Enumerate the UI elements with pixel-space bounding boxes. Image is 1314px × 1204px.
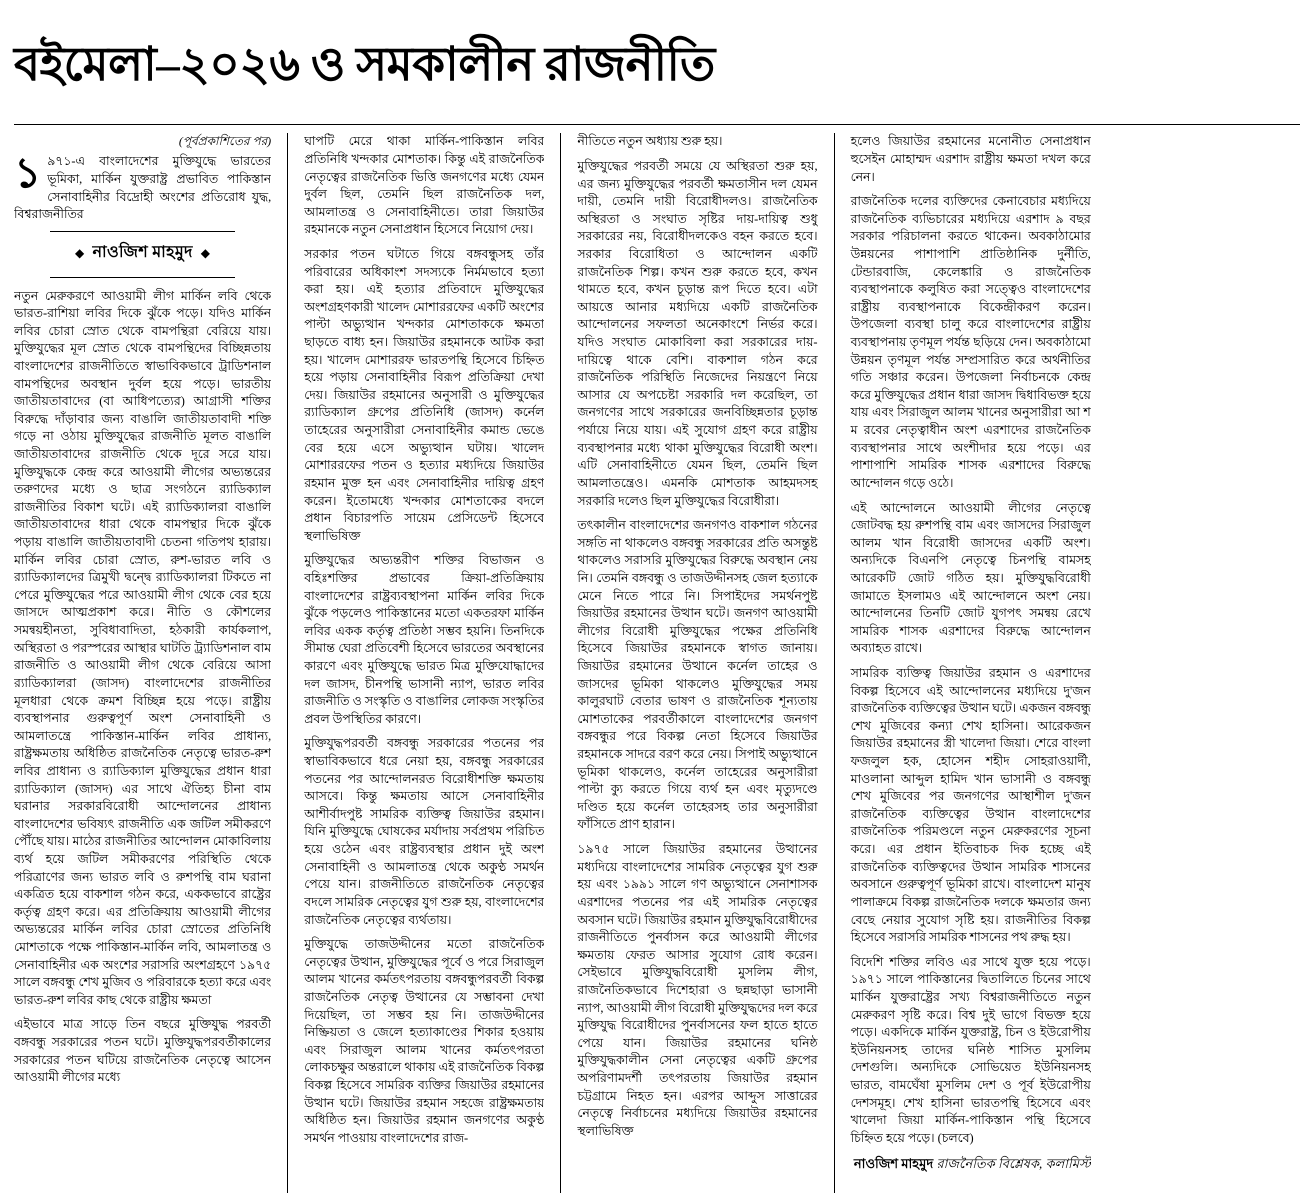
article-column-1 xyxy=(14,133,271,1193)
paragraph: মুক্তিযুদ্ধের অভ্যন্তরীণ শক্তির বিভাজন ও বহিঃশক্তির প্রভাবের ক্রিয়া-প্রতিক্রিয়ায় বাংলাদেশের রাষ্ট্রব্যবস্থাপনা মার্কিন লবির দিকে ঝুঁকে পড়লেও পাকিস্তানের মতো একতরফা মার্কিন লবির একক কর্তৃত্ব প্রতিষ্ঠা সম্ভব হয়নি। তিনদিকে সীমান্ত ঘেরা প্রতিবেশী হিসেবে ভারতের অবস্থানের কারণে এবং মুক্তিযুদ্ধে ভারত মিত্র মুক্তিযোদ্ধাদের দল জাসদ, চীনপন্থি ভাসানী ন্যাপ, ভারত লবির রাজনীতি ও সংস্কৃতি ও বাঙালির লোকজ সংস্কৃতির প্রবল উপস্থিতির কারণে। xyxy=(304,553,545,726)
paragraph: সরকার পতন ঘটাতে গিয়ে বঙ্গবন্ধুসহ তাঁর পরিবারের অধিকাংশ সদস্যকে নির্মমভাবে হত্যা করা হয়। এই হত্যার প্রতিবাদে মুক্তিযুদ্ধের অংশগ্রহণকারী খালেদ মোশাররফের একটি অংশের পাল্টা অভ্যুত্থান খন্দকার মোশতাককে ক্ষমতা ছাড়তে বাধ্য হন। জিয়াউর রহমানকে আটক করা হয়। খালেদ মোশাররফ ভারতপন্থি হিসেবে চিহ্নিত হয়ে পড়ায় সেনাবাহিনীর বিরূপ প্রতিক্রিয়া দেখা দেয়। জিয়াউর রহমানের অনুসারী ও মুক্তিযুদ্ধের র‍্যাডিক্যাল গ্রুপের প্রতিনিধি (জাসদ) কর্নেল তাহেরের অনুসারীরা সেনাবাহিনীর কমান্ড ভেঙে বের হয়ে এসে অভ্যুত্থান ঘটায়। খালেদ মোশাররফের পতন ও হত্যার মধ্যদিয়ে জিয়াউর রহমান মুক্ত হন এবং সেনাবাহিনীর দায়িত্ব গ্রহণ করেন। ইতোমধ্যে খন্দকার মোশতাকের বদলে প্রধান বিচারপতি সায়েম প্রেসিডেন্ট হিসেবে স্থলাভিষিক্ত xyxy=(304,246,545,543)
page-title: বইমেলা–২০২৬ ও সমকালীন রাজনীতি xyxy=(14,39,715,92)
article-column-3 xyxy=(560,133,817,1193)
article-column-2 xyxy=(287,133,544,1193)
author-credit xyxy=(851,1155,1091,1173)
author-name: নাওজিশ মাহমুদ xyxy=(853,1156,934,1172)
drop-cap: ১ xyxy=(14,151,42,198)
paragraph: মুক্তিযুদ্ধে তাজউদ্দীনের মতো রাজনৈতিক নেতৃত্বের উত্থান, মুক্তিযুদ্ধের পূর্বে ও পরে সিরাজুল আলম খানের কর্মতৎপরতায় বঙ্গবন্ধুপরবর্তী বিকল্প রাজনৈতিক নেতৃত্ব উত্থানের যে সম্ভাবনা দেখা দিয়েছিল, তা সম্ভব হয় নি। তাজউদ্দীনের নিষ্ক্রিয়তা ও জেলে হত্যাকাণ্ডের শিকার হওয়ায় এবং সিরাজুল আলম খানের কর্মতৎপরতা লোকচক্ষুর অন্তরালে থাকায় এই রাজনৈতিক বিকল্প বিকল্প হিসেবে সামরিক ব্যক্তির জিয়াউর রহমানের উত্থান ঘটে। জিয়াউর রহমান সহজে রাষ্ট্রক্ষমতায় অধিষ্ঠিত হন। জিয়াউর রহমান জনগণের অকুণ্ঠ সমর্থন পাওয়ায় বাংলাদেশের রাজ- xyxy=(304,937,545,1145)
paragraph: সামরিক ব্যক্তিত্ব জিয়াউর রহমান ও এরশাদের বিকল্প হিসেবে এই আন্দোলনের মধ্যদিয়ে দু'জন রাজনৈতিক ব্যক্তিত্বের উত্থান ঘটে। একজন বঙ্গবন্ধু শেখ মুজিবের কন্যা শেখ হাসিনা। আরেকজন জিয়াউর রহমানের স্ত্রী খালেদা জিয়া। শেরে বাংলা ফজলুল হক, হোসেন শহীদ সোহরাওয়ার্দী, মাওলানা আব্দুল হামিদ খান ভাসানী ও বঙ্গবন্ধু শেখ মুজিবের পর জনগণের আস্থাশীল দু'জন রাজনৈতিক ব্যক্তিত্বের উত্থান বাংলাদেশের রাজনৈতিক পরিমণ্ডলে নতুন মেরুকরণের সূচনা করে। এর প্রধান ইতিবাচক দিক হচ্ছে এই রাজনৈতিক ব্যক্তিত্বদের উত্থান সামরিক শাসনের অবসানে গুরুত্বপূর্ণ ভূমিকা রাখে। বাংলাদেশ মানুষ পালাক্রমে বিকল্প রাজনৈতিক দলকে ক্ষমতার জন্য বেছে নেয়ার সুযোগ সৃষ্টি হয়। রাজনীতির বিকল্প হিসেবে সরাসরি সামরিক শাসনের পথ রুদ্ধ হয়। xyxy=(850,665,1091,945)
paragraph: ঘাপটি মেরে থাকা মার্কিন-পাকিস্তান লবির প্রতিনিধি খন্দকার মোশতাক। কিন্তু এই রাজনৈতিক নেতৃত্বের রাজনৈতিক ভিত্তি জনগণের মধ্যে যেমন দুর্বল ছিল, তেমনি ছিল রাজনৈতিক দল, আমলাতন্ত্র ও সেনাবাহিনীতে। তারা জিয়াউর রহমানকে নতুন সেনাপ্রধান হিসেবে নিয়োগ দেয়। xyxy=(304,134,545,237)
paragraph: মুক্তিযুদ্ধপরবর্তী বঙ্গবন্ধু সরকারের পতনের পর স্বাভাবিকভাবে ধরে নেয়া হয়, বঙ্গবন্ধু সরকারের পতনের পর আন্দোলনরত বিরোধীশক্তি ক্ষমতায় আসবে। কিন্তু ক্ষমতায় আসে সেনাবাহিনীর আশীর্বাদপুষ্ট সামরিক ব্যক্তিত্ব জিয়াউর রহমান। যিনি মুক্তিযুদ্ধে ঘোষকের মর্যাদায় সর্বপ্রথম পরিচিত হয়ে ওঠেন এবং রাষ্ট্রব্যবস্থার প্রধান দুই অংশ সেনাবাহিনী ও আমলাতন্ত্র থেকে অকুণ্ঠ সমর্থন পেয়ে যান। রাজনীতিতে রাজনৈতিক নেতৃত্বের বদলে সামরিক নেতৃত্বের যুগ শুরু হয়, বাংলাদেশের রাজনৈতিক নেতৃত্বের ব্যর্থতায়। xyxy=(304,736,545,927)
paragraph: রাজনৈতিক দলের ব্যক্তিদের কেনাবেচার মধ্যদিয়ে রাজনৈতিক ব্যভিচারের মধ্যদিয়ে এরশাদ ৯ বছর সরকার পরিচালনা করতে থাকেন। অবকাঠামোর উন্নয়নের পাশাপাশি প্রাতিষ্ঠানিক দুর্নীতি, টেন্ডারবাজি, কেলেঙ্কারি ও রাজনৈতিক ব্যবস্থাপনাকে কলুষিত করা সত্ত্বেও বাংলাদেশের রাষ্ট্রীয় ব্যবস্থাপনাকে বিকেন্দ্রীকরণ করেন। উপজেলা ব্যবস্থা চালু করে বাংলাদেশের রাষ্ট্রীয় ব্যবস্থাপনায় তৃণমূল পর্যন্ত ছড়িয়ে দেন। অবকাঠামো উন্নয়ন তৃণমূল পর্যন্ত সম্প্রসারিত করে অর্থনীতির গতি সঞ্চার করেন। উপজেলা নির্বাচনকে কেন্দ্র করে মুক্তিযুদ্ধের প্রধান ধারা জাসদ দ্বিধাবিভক্ত হয়ে যায় এবং সিরাজুল আলম খানের অনুসারীরা আ শ ম রবের নেতৃত্বাধীন অংশ এরশাদের রাজনৈতিক ব্যবস্থাপনার সাথে অংশীদার হয়ে পড়ে। এর পাশাপাশি সামরিক শাসক এরশাদের বিরুদ্ধে আন্দোলন গড়ে ওঠে। xyxy=(850,194,1091,490)
byline-rule-bottom xyxy=(50,277,235,278)
lead-paragraph xyxy=(14,153,271,223)
paragraph: নতুন মেরুকরণে আওয়ামী লীগ মার্কিন লবি থেকে ভারত-রাশিয়া লবির দিকে ঝুঁকে পড়ে। যদিও মার্কিন লবির চোরা স্রোত থেকে বামপন্থিরা বেরিয়ে যায়। মুক্তিযুদ্ধের মূল স্রোত থেকে বামপন্থিদের বিচ্ছিন্নতায় বাংলাদেশের রাজনীতিতে স্বাভাবিকভাবে ট্রাডিশনাল বামপন্থিদের অবস্থান দুর্বল হয়ে পড়ে। ভারতীয় জাতীয়তাবাদের (বা আধিপত্যের) আগ্রাসী শক্তির বিরুদ্ধে দাঁড়াবার জন্য বাঙালি জাতীয়তাবাদী শক্তি গড়ে না ওঠায় মুক্তিযুদ্ধের রাজনীতি মূলত বাঙালি জাতীয়তাবাদের রাজনীতি থেকে দূরে সরে যায়। মুক্তিযুদ্ধকে কেন্দ্র করে আওয়ামী লীগের অভ্যন্তরের তরুণদের মধ্যে ও ছাত্র সংগঠনে র‍্যাডিক্যাল রাজনীতির বিকাশ ঘটে। এই র‍্যাডিক্যালরা বাঙালি জাতীয়তাবাদের ধারা থেকে বামপন্থার দিকে ঝুঁকে পড়ায় বাঙালি জাতীয়তাবাদী চেতনা গতিপথ হারায়। মার্কিন লবির চোরা স্রোত, রুশ-ভারত লবি ও র‍্যাডিক্যালদের ত্রিমুখী দ্বন্দ্বে র‍্যাডিক্যালরা টিকতে না পেরে মুক্তিযুদ্ধের পরে আওয়ামী লীগ থেকে বের হয়ে জাসদে আত্মপ্রকাশ করে। নীতি ও কৌশলের সমন্বয়হীনতা, সুবিধাবাদিতা, হঠকারী কার্যকলাপ, অস্থিরতা ও পরস্পরের আস্থার ঘাটতি ট্র্যাডিশনাল বাম রাজনীতি ও আওয়ামী লীগ থেকে বেরিয়ে আসা র‍্যাডিক্যালরা (জাসদ) বাংলাদেশের রাজনীতির মূলধারা থেকে ক্রমশ বিচ্ছিন্ন হয়ে পড়ে। রাষ্ট্রীয় ব্যবস্থাপনার গুরুত্বপূর্ণ অংশ সেনাবাহিনী ও আমলাতন্ত্রে পাকিস্তান-মার্কিন লবির প্রাধান্য, রাষ্ট্রক্ষমতায় অধিষ্ঠিত রাজনৈতিক নেতৃত্বে ভারত-রুশ লবির প্রাধান্য ও র‍্যাডিক্যাল মুক্তিযুদ্ধের প্রধান ধারা র‍্যাডিক্যাল (জাসদ) এর সাথে ঐতিহ্য চীনা বাম ঘরানার সরকারবিরোধী আন্দোলনের প্রাধান্য বাংলাদেশের ভবিষ্যৎ রাজনীতি এক জটিল সমীকরণে পৌঁছে যায়। মাঠের রাজনীতির আন্দোলন মোকাবিলায় ব্যর্থ হয়ে জটিল সমীকরণের পরিস্থিতি থেকে পরিত্রাণের জন্য ভারত লবি ও রুশপন্থি বাম ঘরানা একত্রিত হয়ে বাকশাল গঠন করে, এককভাবে রাষ্ট্রের কর্তৃত্ব গ্রহণ করে। এর প্রতিক্রিয়ায় আওয়ামী লীগের অভ্যন্তরের মার্কিন লবির চোরা স্রোতের প্রতিনিধি মোশতাকে পক্ষে পাকিস্তান-মার্কিন লবি, আমলাতন্ত্র ও সেনাবাহিনীর এক অংশের সরাসরি অংশগ্রহণে ১৯৭৫ সালে বঙ্গবন্ধু শেখ মুজিব ও পরিবারকে হত্যা করে এবং ভারত-রুশ লবির কাছ থেকে রাষ্ট্রীয় ক্ষমতা xyxy=(14,288,272,1007)
prepublication-note: (পূর্বপ্রকাশিতের পর) xyxy=(178,134,272,149)
paragraph: এই আন্দোলনে আওয়ামী লীগের নেতৃত্বে জোটবদ্ধ হয় রুশপন্থি বাম এবং জাসদের সিরাজুল আলম খান বিরোধী জাসদের একটি অংশ। অন্যদিকে বিএনপি নেতৃত্বে চিনপন্থি বামসহ আরেকটি জোট গঠিত হয়। মুক্তিযুদ্ধবিরোধী জামাতে ইসলামও এই আন্দোলনে অংশ নেয়। আন্দোলনের তিনটি জোট যুগপৎ সমন্বয় রেখে সামরিক শাসক এরশাদের বিরুদ্ধে আন্দোলন অব্যাহত রাখে। xyxy=(850,500,1091,656)
paragraph: এইভাবে মাত্র সাড়ে তিন বছরে মুক্তিযুদ্ধ পরবর্তী বঙ্গবন্ধু সরকারের পতন ঘটে। মুক্তিযুদ্ধপরবর্তীকালের সরকারের পতন ঘটিয়ে রাজনৈতিক নেতৃত্বে আসেন আওয়ামী লীগের মধ্যে xyxy=(14,1017,272,1085)
paragraph: ১৯৭৫ সালে জিয়াউর রহমানের উত্থানের মধ্যদিয়ে বাংলাদেশের সামরিক নেতৃত্বের যুগ শুরু হয় এবং ১৯৯১ সালে গণ অভ্যুত্থানে সেনাশাসক এরশাদের পতনের পর এই সামরিক নেতৃত্বের অবসান ঘটে। জিয়াউর রহমান মুক্তিযুদ্ধবিরোধীদের রাজনীতিতে পুনর্বাসন করে আওয়ামী লীগের ক্ষমতায় ফেরত আসার সুযোগ রোধ করেন। সেইভাবে মুক্তিযুদ্ধবিরোধী মুসলিম লীগ, রাজনৈতিকভাবে দিশেহারা ও ছন্নছাড়া ভাসানী ন্যাপ, আওয়ামী লীগ বিরোধী মুক্তিযুদ্ধদের দল করে মুক্তিযুদ্ধ বিরোধীদের পুনর্বাসনের ফল হাতে হাতে পেয়ে যান। জিয়াউর রহমানের ঘনিষ্ঠ মুক্তিযুদ্ধকালীন সেনা নেতৃত্বের একটি গ্রুপের অপরিণামদর্শী তৎপরতায় জিয়াউর রহমান চট্টগ্রামে নিহত হন। এরপর আব্দুস সাত্তারের নেতৃত্বে নির্বাচনের মধ্যদিয়ে জিয়াউর রহমানের স্থলাভিষিক্ত xyxy=(577,842,818,1138)
paragraph: বিদেশি শক্তির লবিও এর সাথে যুক্ত হয়ে পড়ে। ১৯৭১ সালে পাকিস্তানের দ্বিতালিতে চিনের সাথে মার্কিন যুক্তরাষ্ট্রের সখ্য বিশ্বরাজনীতিতে নতুন মেরুকরণ সৃষ্টি করে। বিশ্ব দুই ভাগে বিভক্ত হয়ে পড়ে। একদিকে মার্কিন যুক্তরাষ্ট্র, চিন ও ইউরোপীয় ইউনিয়নসহ তাদের ঘনিষ্ঠ শাসিত মুসলিম দেশগুলি। অন্যদিকে সোভিয়েত ইউনিয়নসহ ভারত, বামঘেঁষা মুসলিম দেশ ও পূর্ব ইউরোপীয় দেশসমূহ। শেখ হাসিনা ভারতপন্থি হিসেবে এবং খালেদা জিয়া মার্কিন-পাকিস্তান পন্থি হিসেবে চিহ্নিত হয়ে পড়ে। (চলবে) xyxy=(850,954,1091,1145)
paragraph: তৎকালীন বাংলাদেশের জনগণও বাকশাল গঠনের সঙ্গতি না থাকলেও বঙ্গবন্ধু সরকারের প্রতি অসন্তুষ্ট থাকলেও সরাসরি মুক্তিযুদ্ধের বিরুদ্ধে অবস্থান নেয় নি। তেমনি বঙ্গবন্ধু ও তাজউদ্দীনসহ জেল হত্যাকে মেনে নিতে পারে নি। সিপাইদের সমর্থনপুষ্ট জিয়াউর রহমানের উত্থান ঘটে। জনগণ আওয়ামী লীগের বিরোধী মুক্তিযুদ্ধের পক্ষের প্রতিনিধি হিসেবে জিয়াউর রহমানকে স্বাগত জানায়। জিয়াউর রহমানের উত্থানে কর্নেল তাহের ও জাসদের ভূমিকা থাকলেও মুক্তিযুদ্ধের সময় কালুরঘাট বেতার ভাষণ ও রাজনৈতিক শূন্যতায় মোশতাকের পরবর্তীকালে বাংলাদেশের জনগণ বঙ্গবন্ধুর পরে বিকল্প নেতা হিসেবে জিয়াউর রহমানকে সাদরে বরণ করে নেয়। সিপাই অভ্যুত্থানে ভূমিকা থাকলেও, কর্নেল তাহেরের অনুসারীরা পাল্টা ক্যু করতে গিয়ে ব্যর্থ হন এবং মৃত্যুদণ্ডে দণ্ডিত হয়ে কর্নেল তাহেরসহ তার অনুসারীরা ফাঁসিতে প্রাণ হারান। xyxy=(577,518,818,832)
newspaper-page xyxy=(0,31,1314,1204)
intro-text: ১ ৯৭১-এ বাংলাদেশের মুক্তিযুদ্ধে ভারতের ভূমিকা, মার্কিন যুক্তরাষ্ট্র প্রভাবিত পাকিস্তান সেনাবাহিনীর বিদ্রোহী অংশের প্রতিরোধ যুদ্ধ, বিশ্বরাজনীতির xyxy=(14,151,272,222)
paragraph: নীতিতে নতুন অধ্যায় শুরু হয়। xyxy=(577,134,723,149)
paragraph: মুক্তিযুদ্ধের পরবর্তী সময়ে যে অস্থিরতা শুরু হয়, এর জন্য মুক্তিযুদ্ধের পরবর্তী ক্ষমতাসীন দল যেমন দায়ী, তেমনি দায়ী বিরোধীদলও। রাজনৈতিক অস্থিরতা ও সংঘাত সৃষ্টির দায়-দায়িত্ব শুধু সরকারের নয়, বিরোধীদলকেও বহন করতে হবে। সরকার বিরোধিতা ও আন্দোলন একটি রাজনৈতিক শিল্প। কখন শুরু করতে হবে, কখন থামতে হবে, কখন চূড়ান্ত রূপ দিতে হবে। এটা আয়ত্তে আনার মধ্যদিয়ে একটি রাজনৈতিক আন্দোলনের সফলতা অনেকাংশে নির্ভর করে। যদিও সংঘাত মোকাবিলা করা সরকারের দায়-দায়িত্বে থাকে বেশি। বাকশাল গঠন করে রাজনৈতিক পরিস্থিতি নিজেদের নিয়ন্ত্রণে নিয়ে আসার যে অপচেষ্টা সরকারি দল করেছিল, তা জনগণের সাথে সরকারের জনবিচ্ছিন্নতার চূড়ান্ত পর্যায়ে নিয়ে যায়। এই সুযোগ গ্রহণ করে রাষ্ট্রীয় ব্যবস্থাপনার মধ্যে থাকা মুক্তিযুদ্ধের বিরোধী অংশ। এটি সেনাবাহিনীতে যেমন ছিল, তেমনি ছিল আমলাতন্ত্রেও। এমনকি মোশতাক আহমদসহ সরকারি দলেও ছিল মুক্তিযুদ্ধের বিরোধীরা। xyxy=(577,158,818,508)
diamond-left-icon: ◆ xyxy=(74,245,85,260)
paragraph: হলেও জিয়াউর রহমানের মনোনীত সেনাপ্রধান হুসেইন মোহাম্মদ এরশাদ রাষ্ট্রীয় ক্ষমতা দখল করে নেন। xyxy=(850,134,1091,184)
byline-rule-top xyxy=(50,231,235,232)
headline-divider xyxy=(14,124,1300,125)
byline xyxy=(14,242,271,265)
diamond-right-icon: ◆ xyxy=(200,245,211,260)
byline-name: নাওজিশ মাহমুদ xyxy=(92,243,193,261)
author-role: রাজনৈতিক বিশ্লেষক, কলামিস্ট xyxy=(936,1156,1091,1172)
article-columns xyxy=(0,133,1314,1193)
article-column-4 xyxy=(834,133,1091,1193)
